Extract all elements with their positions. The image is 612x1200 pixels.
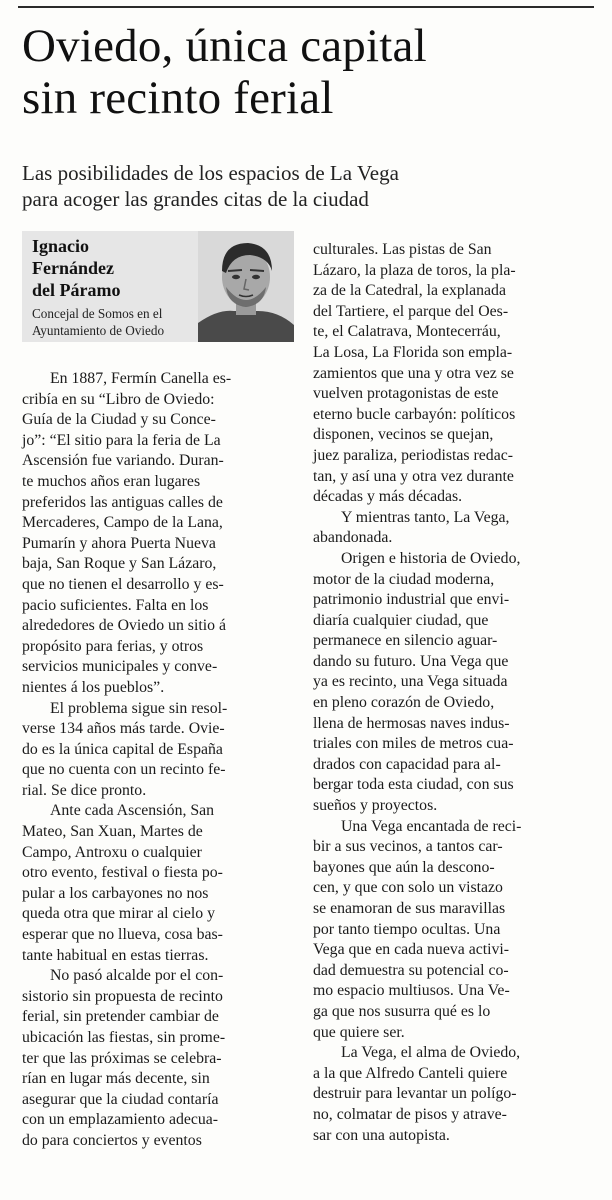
author-portrait: [198, 231, 294, 342]
text-line: abandonada.: [313, 529, 393, 547]
subheadline: [22, 160, 602, 212]
text-line: Mercaderes, Campo de la Lana,: [22, 514, 223, 532]
text-line: La Losa, La Florida son empla-: [313, 343, 513, 361]
text-line: Campo, Antroxu o cualquier: [22, 843, 202, 861]
author-portrait-image: [198, 231, 294, 342]
text-line: tan, y así una y otra vez durante: [313, 467, 514, 485]
text-line: motor de la ciudad moderna,: [313, 570, 495, 588]
text-line: con un emplazamiento adecua-: [22, 1111, 219, 1129]
text-line: en pleno corazón de Oviedo,: [313, 694, 495, 712]
text-line: ferial, sin pretender cambiar de: [22, 1008, 219, 1026]
right-column: [313, 240, 591, 1146]
text-line: que no cuenta con un recinto fe-: [22, 761, 226, 779]
text-line: que quiere ser.: [313, 1023, 405, 1041]
text-line: drados con capacidad para al-: [313, 755, 501, 773]
text-line: servicios municipales y conve-: [22, 658, 218, 676]
text-line: juez paraliza, periodistas redac-: [313, 446, 513, 464]
text-line: rial. Se dice pronto.: [22, 781, 147, 799]
text-line: dad demuestra su potencial co-: [313, 961, 509, 979]
text-line: alrededores de Oviedo un sitio á: [22, 617, 226, 635]
author-role-line: Concejal de Somos en el: [32, 306, 163, 321]
author-box: [22, 231, 294, 342]
text-line: culturales. Las pistas de San: [313, 241, 492, 258]
text-line: bir a sus vecinos, a tantos car-: [313, 838, 503, 856]
text-line: Mateo, San Xuan, Martes de: [22, 823, 203, 841]
paragraph: [313, 240, 591, 508]
text-line: ubicación las fiestas, sin prome-: [22, 1029, 226, 1046]
text-line: do para conciertos y eventos: [22, 1131, 202, 1149]
text-line: bayones que aún la descono-: [313, 858, 495, 876]
text-line: triales con miles de metros cua-: [313, 735, 514, 753]
text-line: Ascensión fue variando. Duran-: [22, 452, 224, 470]
paragraph: [313, 549, 591, 817]
text-line: se enamoran de sus maravillas: [313, 900, 506, 917]
text-line: preferidos las antiguas calles de: [22, 493, 223, 511]
text-line: Lázaro, la plaza de toros, la pla-: [313, 261, 516, 279]
text-line: no, colmatar de pisos y atrave-: [313, 1105, 507, 1123]
text-line: Origen e historia de Oviedo,: [341, 549, 521, 567]
text-line: cribía en su “Libro de Oviedo:: [22, 390, 215, 408]
text-line: queda otra que mirar al cielo y: [22, 905, 215, 923]
text-line: jo”: “El sitio para la feria de La: [22, 431, 221, 449]
text-line: permanece en silencio aguar-: [313, 632, 498, 650]
text-line: Ante cada Ascensión, San: [50, 802, 215, 820]
subheadline-line: Las posibilidades de los espacios de La Vega: [22, 161, 399, 185]
text-line: dando su futuro. Una Vega que: [313, 652, 509, 670]
text-line: llena de hermosas naves indus-: [313, 714, 510, 732]
text-line: mo espacio multiusos. Una Ve-: [313, 982, 510, 1000]
text-line: sar con una autopista.: [313, 1126, 450, 1144]
text-line: ya es recinto, una Vega situada: [313, 673, 508, 691]
text-line: vuelven protagonistas de este: [313, 385, 499, 403]
text-line: No pasó alcalde por el con-: [50, 967, 224, 985]
text-line: asegurar que la ciudad contaría: [22, 1090, 219, 1108]
paragraph: [22, 801, 294, 966]
text-line: disponen, vecinos se quejan,: [313, 426, 494, 444]
paragraph: [313, 817, 591, 1044]
text-line: ga que nos susurra qué es lo: [313, 1002, 491, 1020]
author-name-line: del Páramo: [32, 280, 121, 300]
text-line: do es la única capital de España: [22, 740, 223, 758]
text-line: pacio suficientes. Falta en los: [22, 596, 209, 614]
headline-line: sin recinto ferial: [22, 72, 334, 124]
paragraph: [22, 966, 294, 1151]
text-line: te muchos años eran lugares: [22, 472, 201, 490]
text-line: El problema sigue sin resol-: [50, 699, 228, 717]
paragraph: [313, 1043, 591, 1146]
subheadline-line: para acoger las grandes citas de la ciudad: [22, 187, 369, 211]
text-line: eterno bucle carbayón: políticos: [313, 405, 516, 423]
text-line: sistorio sin propuesta de recinto: [22, 987, 223, 1005]
text-line: cen, y que con solo un vistazo: [313, 879, 503, 897]
text-line: propósito para ferias, y otros: [22, 637, 204, 655]
paragraph: [22, 699, 294, 802]
left-column: [22, 369, 294, 1152]
text-line: rían en lugar más decente, sin: [22, 1070, 210, 1088]
text-line: del Tartiere, el parque del Oes-: [313, 302, 509, 320]
text-line: diaría cualquier ciudad, que: [313, 611, 489, 629]
paragraph: [22, 369, 294, 699]
text-line: otro evento, festival o fiesta po-: [22, 864, 223, 882]
author-name: [32, 235, 120, 301]
text-line: La Vega, el alma de Oviedo,: [341, 1044, 521, 1062]
paragraph: [313, 508, 591, 549]
text-line: pular a los carbayones no nos: [22, 884, 209, 902]
text-line: te, el Calatrava, Montecerráu,: [313, 323, 501, 341]
text-line: Y mientras tanto, La Vega,: [341, 508, 510, 526]
text-line: zamientos que una y otra vez se: [313, 364, 514, 382]
headline: [22, 20, 602, 124]
text-line: Vega que en cada nueva activi-: [313, 941, 510, 959]
text-line: bergar toda esta ciudad, con sus: [313, 776, 514, 794]
author-name-line: Ignacio: [32, 236, 90, 256]
text-line: za de la Catedral, la explanada: [313, 282, 506, 300]
text-line: Pumarín y ahora Puerta Nueva: [22, 534, 216, 552]
text-line: nientes á los pueblos”.: [22, 678, 165, 696]
text-line: tante habitual en estas tierras.: [22, 946, 209, 964]
text-line: destruir para levantar un polígo-: [313, 1085, 517, 1103]
text-line: por tanto tiempo ocultas. Una: [313, 920, 501, 938]
text-line: verse 134 años más tarde. Ovie-: [22, 720, 225, 738]
headline-line: Oviedo, única capital: [22, 20, 427, 72]
text-line: Una Vega encantada de reci-: [341, 817, 522, 835]
text-line: décadas y más décadas.: [313, 488, 463, 506]
text-line: Guía de la Ciudad y su Conce-: [22, 411, 216, 429]
author-name-line: Fernández: [32, 258, 114, 278]
top-rule: [18, 6, 594, 8]
text-line: En 1887, Fermín Canella es-: [50, 370, 232, 387]
text-line: esperar que no llueva, cosa bas-: [22, 926, 223, 944]
text-line: patrimonio industrial que envi-: [313, 591, 510, 609]
text-line: que no tienen el desarrollo y es-: [22, 575, 224, 593]
author-role-line: Ayuntamiento de Oviedo: [32, 323, 165, 338]
author-role: [32, 305, 164, 339]
text-line: baja, San Roque y San Lázaro,: [22, 555, 217, 573]
text-line: a la que Alfredo Canteli quiere: [313, 1064, 508, 1082]
text-line: ter que las próximas se celebra-: [22, 1049, 222, 1067]
text-line: sueños y proyectos.: [313, 797, 438, 815]
